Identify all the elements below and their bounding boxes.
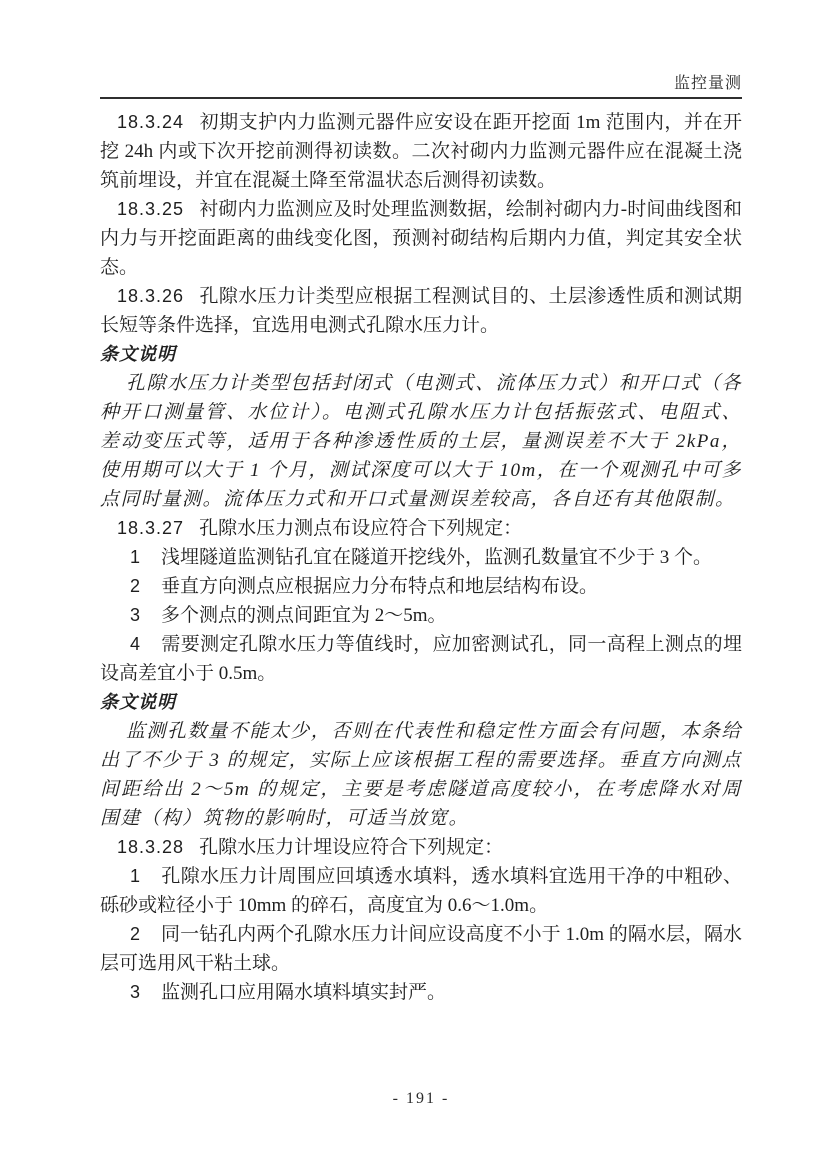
page-footer	[100, 1090, 742, 1108]
item-text: 同一钻孔内两个孔隙水压力计间应设高度不小于 1.0m 的隔水层，隔水层可选用风干粘土球。	[100, 924, 742, 974]
explanation-heading: 条文说明	[100, 692, 176, 712]
item-text: 需要测定孔隙水压力等值线时，应加密测试孔，同一高程上测点的埋设高差宜小于 0.5m。	[100, 634, 742, 684]
item-number: 2	[130, 576, 141, 596]
clause-18-3-28	[100, 833, 742, 862]
item-text: 孔隙水压力计周围应回填透水填料，透水填料宜选用干净的中粗砂、砾砂或粒径小于 10mm 的碎石，高度宜为 0.6～1.0m。	[100, 866, 742, 916]
clause-18-3-28-item-2	[100, 920, 742, 978]
item-number: 1	[130, 547, 141, 567]
item-text: 多个测点的测点间距宜为 2～5m。	[161, 605, 447, 626]
clause-text: 衬砌内力监测应及时处理监测数据，绘制衬砌内力-时间曲线图和内力与开挖面距离的曲线变化图，预测衬砌结构后期内力值，判定其安全状态。	[100, 199, 742, 278]
explanation-text: 孔隙水压力计类型包括封闭式（电测式、流体压力式）和开口式（各种开口测量管、水位计）。电测式孔隙水压力计包括振弦式、电阻式、差动变压式等，适用于各种渗透性质的土层，量测误差不大于 2kPa，使用期可以大于 1 个月，测试深度可以大于 10m，在一个观测孔中可多点同时量测。流体压力式和开口式量测误差较高，各自还有其他限制。	[100, 373, 742, 510]
item-number: 3	[130, 605, 141, 625]
clause-18-3-27-item-4	[100, 630, 742, 688]
clause-18-3-24	[100, 108, 742, 195]
clause-number: 18.3.27	[117, 518, 185, 538]
document-body	[100, 108, 742, 1007]
clause-text: 初期支护内力监测元器件应安设在距开挖面 1m 范围内，并在开挖 24h 内或下次开挖前测得初读数。二次衬砌内力监测元器件应在混凝土浇筑前埋设，并宜在混凝土降至常温状态后测得初读数。	[100, 112, 742, 191]
item-number: 1	[130, 866, 141, 886]
item-number: 3	[130, 982, 141, 1002]
clause-18-3-25	[100, 195, 742, 282]
clause-number: 18.3.25	[117, 199, 185, 219]
item-text: 垂直方向测点应根据应力分布特点和地层结构布设。	[161, 576, 599, 597]
page-number: - 191 -	[392, 1090, 450, 1107]
clause-18-3-27	[100, 514, 742, 543]
clause-18-3-27-item-3	[100, 601, 742, 630]
clause-18-3-27-item-1	[100, 543, 742, 572]
item-text: 监测孔口应用隔水填料填实封严。	[161, 982, 447, 1003]
clause-18-3-28-item-3	[100, 978, 742, 1007]
explanation-heading: 条文说明	[100, 344, 176, 364]
clause-18-3-26	[100, 282, 742, 340]
item-number: 4	[130, 634, 141, 654]
clause-18-3-27-item-2	[100, 572, 742, 601]
clause-number: 18.3.28	[117, 837, 185, 857]
running-head-title: 监控量测	[673, 75, 742, 92]
item-number: 2	[130, 924, 141, 944]
explanation-text: 监测孔数量不能太少，否则在代表性和稳定性方面会有问题，本条给出了不少于 3 的规定，实际上应该根据工程的需要选择。垂直方向测点间距给出 2～5m 的规定，主要是考虑隧道高度较小，在考虑降水对周围建（构）筑物的影响时，可适当放宽。	[100, 721, 742, 829]
page-header	[100, 70, 742, 99]
clause-number: 18.3.24	[117, 112, 185, 132]
clause-text: 孔隙水压力计类型应根据工程测试目的、土层渗透性质和测试期长短等条件选择，宜选用电测式孔隙水压力计。	[100, 286, 742, 336]
clause-number: 18.3.26	[117, 286, 185, 306]
clause-text: 孔隙水压力计埋设应符合下列规定：	[199, 837, 504, 858]
clause-text: 孔隙水压力测点布设应符合下列规定：	[199, 518, 523, 539]
clause-18-3-28-item-1	[100, 862, 742, 920]
item-text: 浅埋隧道监测钻孔宜在隧道开挖线外，监测孔数量宜不少于 3 个。	[161, 547, 713, 568]
